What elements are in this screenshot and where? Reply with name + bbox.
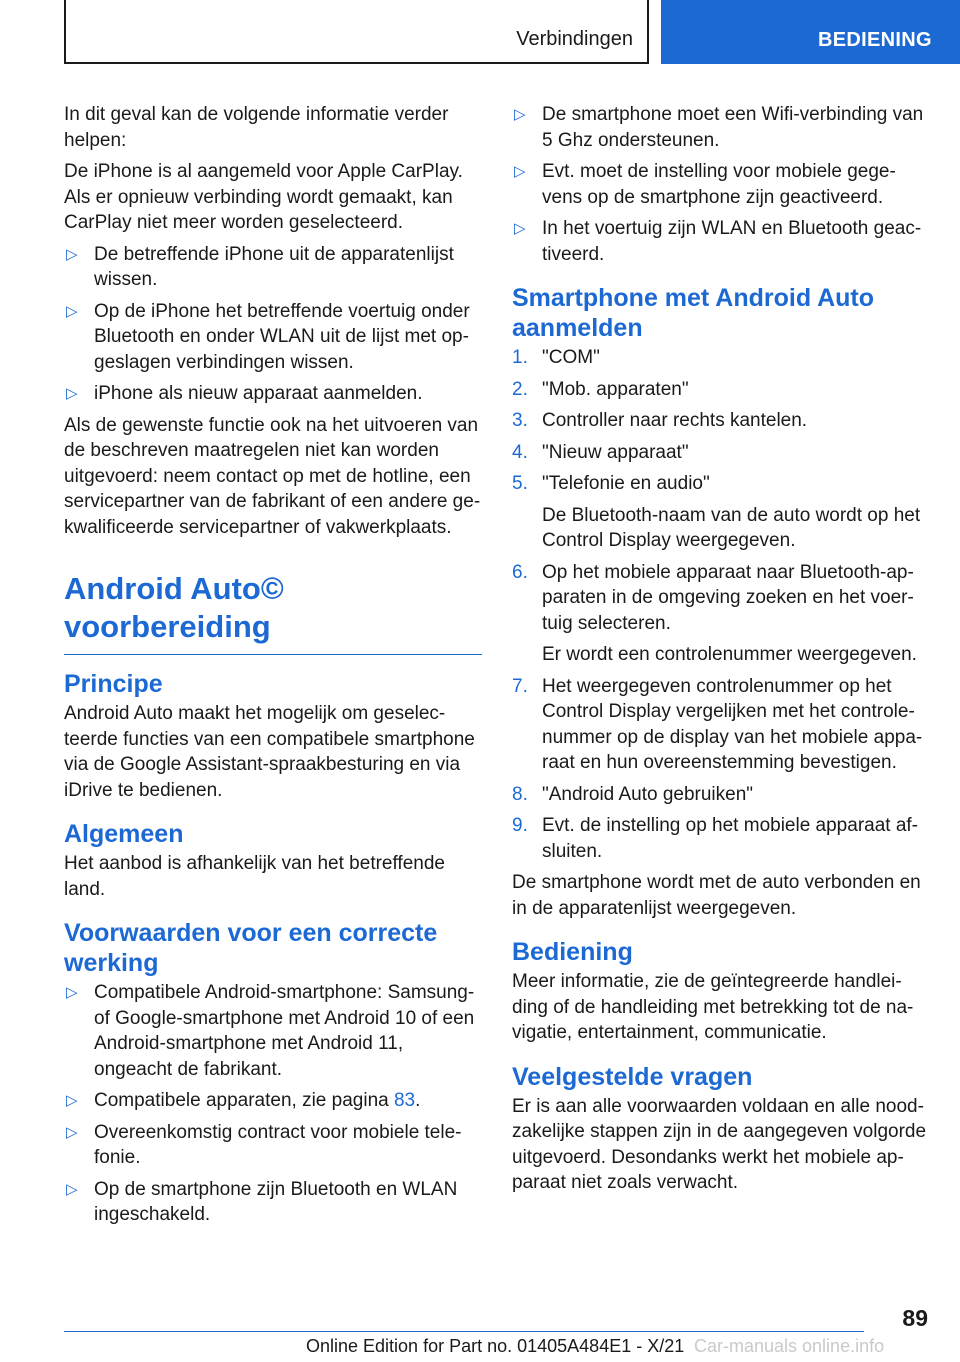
step-item: 2. "Mob. apparaten" <box>512 378 689 400</box>
header-section-box <box>64 0 649 64</box>
step-item: 3. Controller naar rechts kantelen. <box>512 410 808 431</box>
paragraph-algemeen: Het aanbod is afhankelijk van het betreffende land. <box>64 853 445 900</box>
heading-smartphone-aanmelden: Smartphone met Android Auto aanmelden <box>512 284 875 342</box>
paragraph-bediening: Meer informatie, zie de geïntegreerde handlei-ding of de handleiding met betrekking tot de na-vigatie, entertainment, communicatie. <box>512 971 914 1043</box>
chapter-tab[interactable] <box>661 0 960 64</box>
right-column <box>512 102 930 1202</box>
triangle-right-outline-icon: ▷ <box>66 1123 78 1141</box>
heading-voorwaarden: Voorwaarden voor een correcte werking <box>64 919 438 977</box>
footer-watermark: Car-manuals online.info <box>694 1336 885 1356</box>
paragraph-principe: Android Auto maakt het mogelijk om geselec-teerde functies van een compatibele smartphone via de Google Assistant-spraakbesturing en via iDrive te bedienen. <box>64 703 475 801</box>
list-item: ▷ Overeenkomstig contract voor mobiele tele-fonie. <box>66 1121 462 1168</box>
paragraph-connected: De smartphone wordt met de auto verbonden en in de apparatenlijst weergegeven. <box>512 872 921 919</box>
footer-divider <box>64 1331 864 1332</box>
chapter-title: BEDIENING <box>818 29 932 51</box>
heading-principe: Principe <box>64 670 163 698</box>
list-item: ▷ In het voertuig zijn WLAN en Bluetooth geac-tiveerd. <box>514 218 922 265</box>
section-title: Verbindingen <box>516 28 633 50</box>
triangle-right-outline-icon: ▷ <box>66 984 78 1001</box>
step-item: 4. "Nieuw apparaat" <box>512 441 689 463</box>
step-note: Er wordt een controlenummer weergegeven. <box>542 644 917 665</box>
heading-algemeen: Algemeen <box>64 820 184 848</box>
list-item: ▷ Op de smartphone zijn Bluetooth en WLAN ingeschakeld. <box>66 1178 458 1225</box>
step-item: 9. Evt. de instelling op het mobiele apparaat af-sluiten. <box>512 815 919 862</box>
step-item: 7. Het weergegeven controlenummer op het Control Display vergelijken met het controle-nummer op de display van het mobiele appa-raat en hun overeenstemming bevestigen. <box>512 675 923 773</box>
list-item: ▷ De smartphone moet een Wifi-verbinding van 5 Ghz ondersteunen. <box>514 104 924 151</box>
paragraph-intro: In dit geval kan de volgende informatie verder helpen: <box>64 104 449 151</box>
heading-bediening: Bediening <box>512 938 633 966</box>
triangle-right-outline-icon: ▷ <box>66 385 78 402</box>
paragraph-faq: Er is aan alle voorwaarden voldaan en alle nood-zakelijke stappen zijn in de aangegeven volgorde uitgevoerd. Desondanks werkt het mobiele ap-paraat niet zoals verwacht. <box>512 1095 927 1193</box>
step-item: 5. "Telefonie en audio" <box>512 473 710 494</box>
list-item: ▷ iPhone als nieuw apparaat aanmelden. <box>64 381 482 407</box>
list-item: ▷ Op de iPhone het betreffende voertuig onder Bluetooth en onder WLAN uit de lijst met op-geslagen verbindingen wissen. <box>66 300 470 373</box>
triangle-right-outline-icon: ▷ <box>66 1092 78 1109</box>
step-item: 1. "COM" <box>512 347 600 368</box>
triangle-right-outline-icon: ▷ <box>66 1180 78 1198</box>
step-note: De Bluetooth-naam van de auto wordt op het Control Display weergegeven. <box>542 504 921 551</box>
triangle-right-outline-icon: ▷ <box>514 163 526 180</box>
heading-faq: Veelgestelde vragen <box>512 1062 753 1091</box>
page-reference-link[interactable]: 83 <box>393 1090 416 1111</box>
step-item: 8. "Android Auto gebruiken" <box>512 783 754 805</box>
triangle-right-outline-icon: ▷ <box>514 106 526 123</box>
list-item: ▷ Compatibele Android-smartphone: Samsung- of Google-smartphone met Android 10 of een Android-smartphone met Android 11, ongeacht de fabrikant. <box>66 982 475 1080</box>
triangle-right-outline-icon: ▷ <box>66 245 78 263</box>
list-item: ▷ De betreffende iPhone uit de apparatenlijst wissen. <box>66 243 454 290</box>
triangle-right-outline-icon: ▷ <box>514 220 526 237</box>
step-item: 6. Op het mobiele apparaat naar Bluetooth-ap-paraten in de omgeving zoeken en het voer-tuig selecteren. <box>512 561 914 634</box>
triangle-right-outline-icon: ▷ <box>66 302 78 320</box>
paragraph-carplay: De iPhone is al aangemeld voor Apple CarPlay. Als er opnieuw verbinding wordt gemaakt, kan CarPlay niet meer worden geselecteerd. <box>64 161 463 233</box>
list-item: ▷ Evt. moet de instelling voor mobiele gege-vens op de smartphone zijn geactiveerd. <box>514 161 896 208</box>
list-item: ▷ Compatibele apparaten, zie pagina 83. <box>64 1088 482 1114</box>
page-number: 89 <box>902 1305 928 1331</box>
paragraph-hotline: Als de gewenste functie ook na het uitvoeren van de beschreven maatregelen niet kan worden uitgevoerd: neem contact op met de hotline, een servicepartner van de fabrikant of een andere ge-kwalificeerde servicepartner of vakwerkplaats. <box>64 414 481 538</box>
chapter-heading: Android Auto© voorbereiding <box>64 570 482 655</box>
left-column <box>64 102 482 1234</box>
footer-edition: Online Edition for Part no. 01405A484E1 - X/21 <box>306 1336 685 1356</box>
